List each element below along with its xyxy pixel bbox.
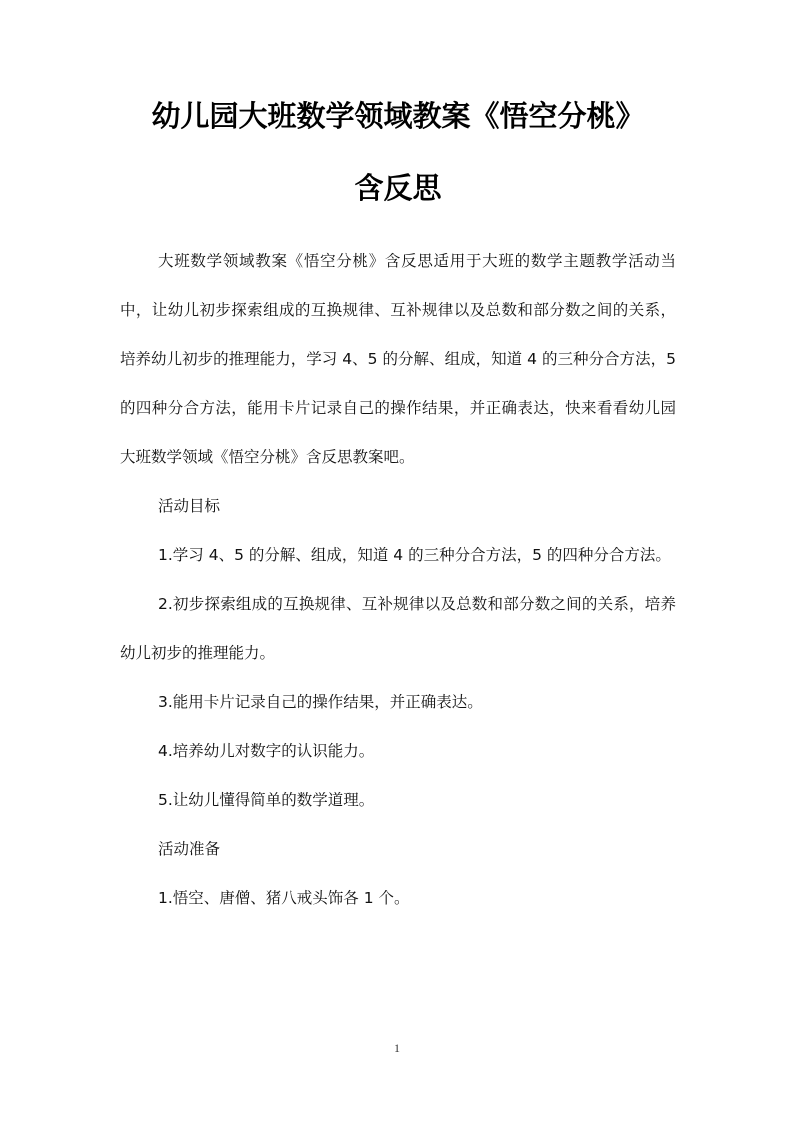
goal-item-3: 3.能用卡片记录自己的操作结果，并正确表达。 — [158, 693, 483, 711]
page-number: 1 — [394, 1041, 400, 1055]
preparation-item-1: 1.悟空、唐僧、猪八戒头饰各 1 个。 — [158, 889, 410, 907]
section-heading-preparation: 活动准备 — [158, 840, 221, 858]
goal-item-2: 2.初步探索组成的互换规律、互补规律以及总数和部分数之间的关系，培养幼儿初步的推理能力。 — [120, 595, 676, 662]
document-body — [120, 237, 676, 923]
intro-paragraph: 大班数学领域教案《悟空分桃》含反思适用于大班的数学主题教学活动当中，让幼儿初步探索组成的互换规律、互补规律以及总数和部分数之间的关系，培养幼儿初步的推理能力，学习 4、5 的分解、组成，知道 4 的三种分合方法，5 的四种分合方法，能用卡片记录自己的操作结果，并正确表达，快来看看幼儿园大班数学领域《悟空分桃》含反思教案吧。 — [120, 252, 676, 466]
goal-item-4: 4.培养幼儿对数字的认识能力。 — [158, 742, 375, 760]
document-title-line-2: 含反思 — [354, 171, 442, 205]
section-heading-goals: 活动目标 — [158, 497, 221, 515]
goal-item-5: 5.让幼儿懂得简单的数学道理。 — [158, 791, 375, 809]
goal-item-1: 1.学习 4、5 的分解、组成，知道 4 的三种分合方法，5 的四种分合方法。 — [158, 546, 671, 564]
document-title-line-1: 幼儿园大班数学领域教案《悟空分桃》 — [151, 99, 645, 133]
